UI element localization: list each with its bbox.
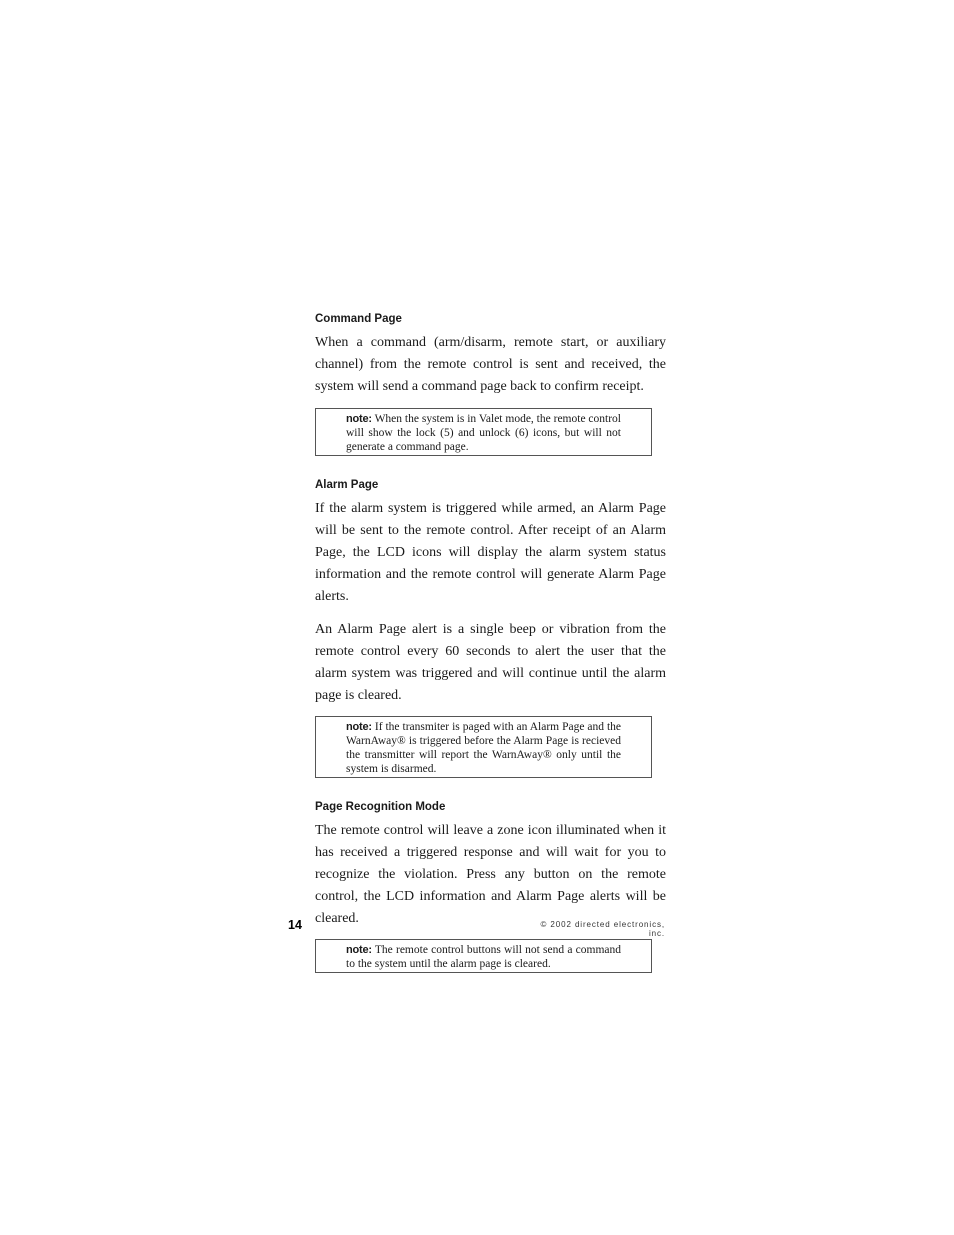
section-heading-page-recognition-mode: Page Recognition Mode [315, 801, 446, 813]
note-body: When the system is in Valet mode, the remote control will show the lock (5) and unlock (6) icons, but will not generate a command page. [346, 413, 622, 453]
note-box [315, 716, 652, 778]
copyright-notice: © 2002 directed electronics, inc. [540, 920, 665, 938]
note-label: note: [346, 944, 372, 956]
manual-page [315, 312, 666, 973]
paragraph: If the alarm system is triggered while armed, an Alarm Page will be sent to the remote control. After receipt of an Alarm Page, the LCD icons will display the alarm system status information and the remote control will generate Alarm Page alerts. [315, 501, 666, 604]
note-text [346, 412, 621, 454]
paragraph: When a command (arm/disarm, remote start, or auxiliary channel) from the remote control is sent and received, the system will send a command page back to confirm receipt. [315, 335, 666, 394]
note-text [346, 943, 621, 971]
note-body: If the transmiter is paged with an Alarm Page and the WarnAway® is triggered before the Alarm Page is recieved the transmitter will report the WarnAway® only until the system is disarmed. [346, 721, 622, 775]
note-box [315, 408, 652, 456]
note-label: note: [346, 721, 372, 733]
paragraph: An Alarm Page alert is a single beep or vibration from the remote control every 60 seconds to alert the user that the alarm system was triggered and will continue until the alarm page is cleared. [315, 622, 666, 703]
paragraph: The remote control will leave a zone icon illuminated when it has received a triggered response and will wait for you to recognize the violation. Press any button on the remote control, the LCD information and Alarm Page alerts will be cleared. [315, 823, 666, 926]
page-number: 14 [288, 918, 302, 932]
note-body: The remote control buttons will not send a command to the system until the alarm page is cleared. [346, 944, 621, 970]
note-label: note: [346, 413, 372, 425]
section-heading-command-page: Command Page [315, 313, 402, 325]
note-text [346, 720, 621, 776]
section-heading-alarm-page: Alarm Page [315, 479, 379, 491]
note-box [315, 939, 652, 973]
